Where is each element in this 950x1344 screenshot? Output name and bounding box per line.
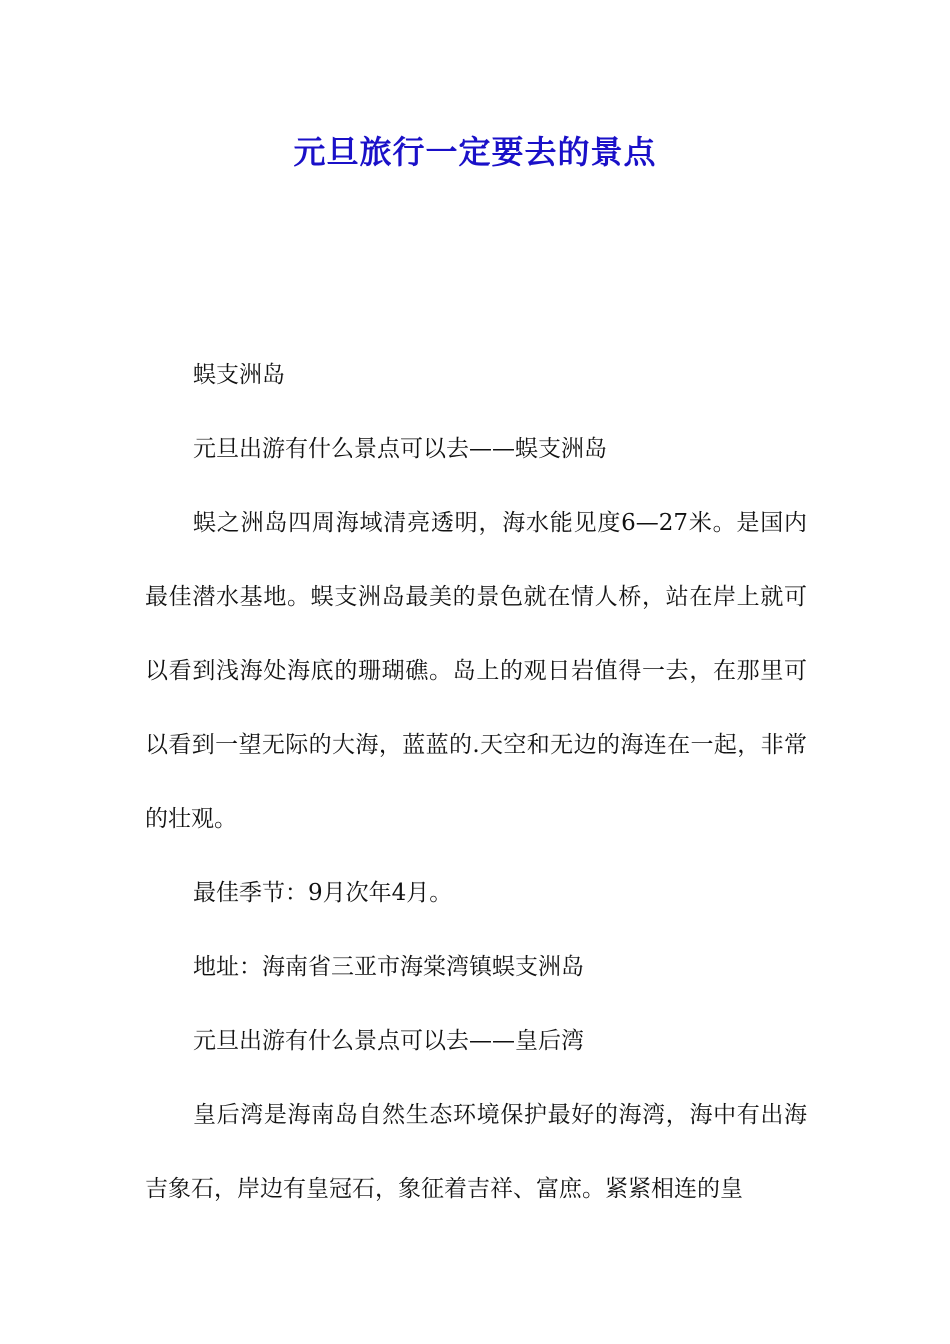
paragraph-best-season: 最佳季节：9月次年4月。 [193, 880, 453, 906]
paragraph-subheading-huanghouwan: 元旦出游有什么景点可以去——皇后湾 [193, 1028, 584, 1054]
paragraph-wuzhizhou-description: 蜈之洲岛四周海域清亮透明，海水能见度6—27米。是国内最佳潜水基地。蜈支洲岛最美的景色就在情人桥，站在岸上就可以看到浅海处海底的珊瑚礁。岛上的观日岩值得一去，在那里可以看到一望无际的大海，蓝蓝的.天空和无边的海连在一起，非常的壮观。 [145, 510, 807, 832]
paragraph-huanghouwan-description: 皇后湾是海南岛自然生态环境保护最好的海湾，海中有出海吉象石，岸边有皇冠石，象征着吉祥、富庶。紧紧相连的皇 [145, 1102, 807, 1202]
document-body [145, 338, 807, 1226]
paragraph-heading-wuzhizhou: 蜈支洲岛 [193, 362, 285, 388]
document-title: 元旦旅行一定要去的景点 [293, 133, 657, 171]
paragraph-address: 地址：海南省三亚市海棠湾镇蜈支洲岛 [193, 954, 584, 980]
paragraph-subheading-wuzhizhou: 元旦出游有什么景点可以去——蜈支洲岛 [193, 436, 607, 462]
